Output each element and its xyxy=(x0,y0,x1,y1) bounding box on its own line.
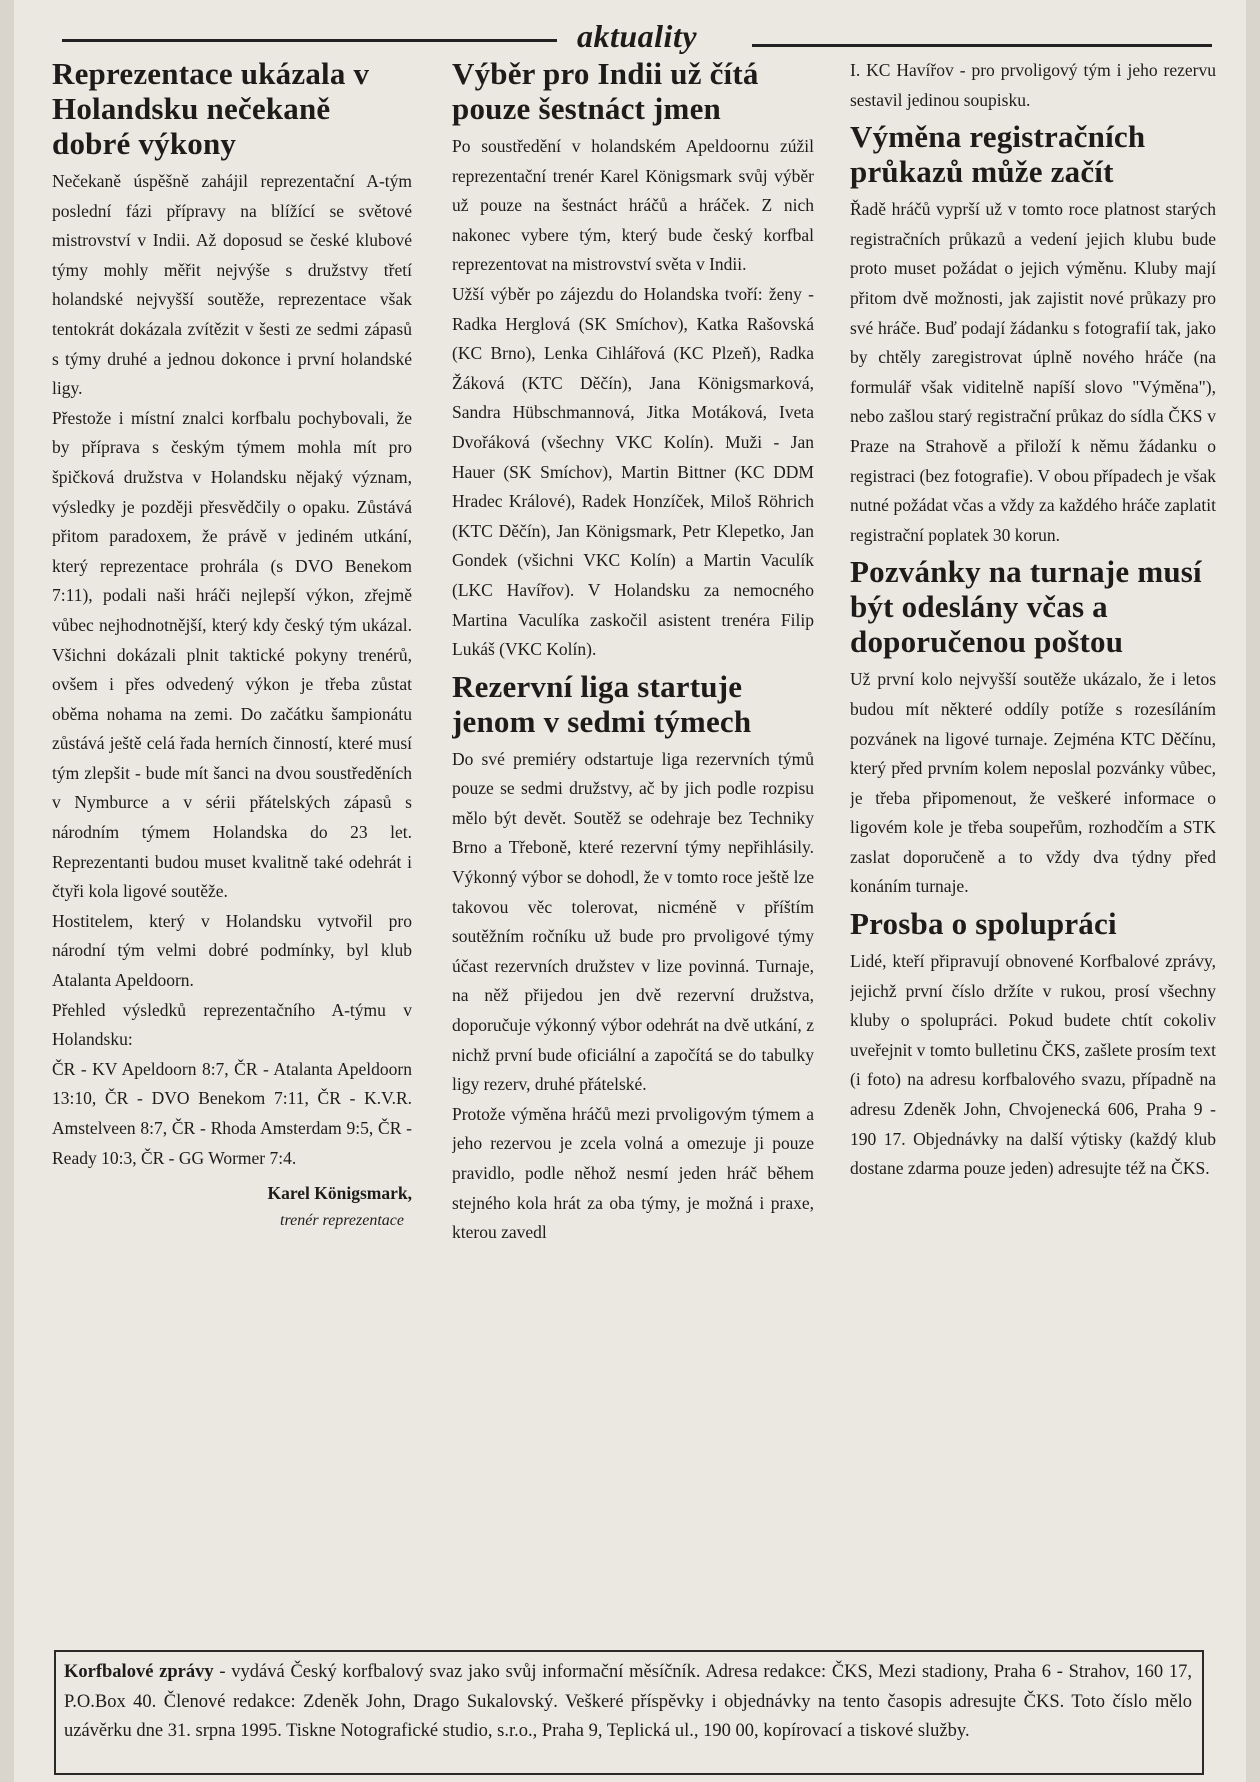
article-author: Karel Königsmark, xyxy=(267,1183,412,1204)
column-1 xyxy=(52,52,412,1642)
article-paragraph: Užší výběr po zájezdu do Holandska tvoří: ženy - Radka Herglová (SK Smíchov), Katka Rašovská (KC Brno), Lenka Cihlářová (KC Plzeň), Radka Žáková (KTC Děčín), Jana Königsmarková, Sandra Hübschmannová, Jitka Motáková, Iveta Dvořáková (všechny VKC Kolín). Muži - Jan Hauer (SK Smíchov), Martin Bittner (KC DDM Hradec Králové), Radek Honzíček, Miloš Röhrich (KTC Děčín), Jan Königsmark, Petr Klepetko, Jan Gondek (všichni VKC Kolín) a Martin Vaculík (LKC Havířov). V Holandsku za nemocného Martina Vaculíka zaskočil asistent trenéra Filip Lukáš (VKC Kolín). xyxy=(452,283,814,660)
article-prosba xyxy=(850,906,1216,1184)
article-headline: Pozvánky na turnaje musí být odeslány včas a doporučenou poštou xyxy=(850,554,1202,660)
header-rule-right xyxy=(752,44,1212,47)
article-paragraph: Protože výměna hráčů mezi prvoligovým týmem a jeho rezervou je zcela volná a omezuje ji pouze pravidlo, podle něhož nesmí jeden hráč během stejného kola hrát za oba týmy, je možná i praxe, kterou zavedl xyxy=(452,1103,814,1243)
results-heading: Přehled výsledků reprezentačního A-týmu v Holandsku: xyxy=(52,999,412,1050)
article-headline: Reprezentace ukázala v Holandsku nečekaně dobré výkony xyxy=(52,56,370,161)
article-pozvanky xyxy=(850,554,1216,902)
masthead-box xyxy=(54,1650,1204,1775)
results-scores: ČR - KV Apeldoorn 8:7, ČR - Atalanta Apeldoorn 13:10, ČR - DVO Benekom 7:11, ČR - K.V.R. Amstelveen 8:7, ČR - Rhoda Amsterdam 9:5, ČR - Ready 10:3, ČR - GG Wormer 7:4. xyxy=(52,1058,412,1168)
results-list xyxy=(52,996,412,1174)
article-headline: Výběr pro Indii už čítá pouze šestnáct jmen xyxy=(452,56,759,126)
article-reprezentace xyxy=(52,56,412,1234)
article-paragraph: Do své premiéry odstartuje liga rezervních týmů pouze se sedmi družstvy, ač by jich podle rozpisu mělo být devět. Soutěž se odehraje bez Techniky Brno a Třeboně, které rezervní týmy nepřihlásily. Výkonný výbor se dohodl, že v tomto roce ještě lze takovou věc tolerovat, nicméně v příštím soutěžním ročníku už bude pro prvoligové týmy účast rezervních družstev v lize povinná. Turnaje, na něž přijedou jen dvě rezervní družstva, doporučuje výkonný výbor odehrát na dvě utkání, z nichž první bude oficiální a započítá se do tabulky ligy rezerv, druhé přátelské. xyxy=(452,748,814,1095)
article-paragraph: Po soustředění v holandském Apeldoornu zúžil reprezentační trenér Karel Königsmark svůj výběr už pouze na šestnáct hráčů a hráček. Z nich nakonec vybere tým, který bude český korfbal reprezentovat na mistrovství světa v Indii. xyxy=(452,136,814,275)
article-author-role: trenér reprezentace xyxy=(280,1212,404,1230)
article-headline: Rezervní liga startuje jenom v sedmi týmech xyxy=(452,668,752,739)
article-rezervni-liga xyxy=(452,669,814,1248)
article-vyber-pro-indii xyxy=(452,56,814,665)
article-paragraph: Přestože i místní znalci korfbalu pochybovali, že by příprava s českým týmem mohla mít pro špičková družstva v Holandsku nějaký význam, výsledky je později přesvědčily o opaku. Zůstává přitom paradoxem, že právě v jediném utkání, který reprezentace prohrála (s DVO Benekom 7:11), podali naši hráči nejlepší výkon, zřejmě vůbec nejhodnotnější, který kdy český tým ukázal. Všichni dokázali plnit taktické pokyny trenérů, ovšem i přes odvedený výkon je třeba zůstat oběma nohama na zemi. Do začátku šampionátu zůstává ještě celá řada herních činností, které musí tým zlepšit - bude mít šanci na dvou soustředěních v Nymburce a v sérii přátelských zápasů s národním týmem Holandska do 23 let. Reprezentanti budou muset kvalitně také odehrát i čtyři kola ligové soutěže. xyxy=(52,407,412,902)
article-paragraph: Lidé, kteří připravují obnovené Korfbalové zprávy, jejichž první číslo držíte v rukou, prosí všechny kluby o spolupráci. Pokud budete chtít cokoliv uveřejnit v tomto bulletinu ČKS, zašlete prosím text (i foto) na adresu korfbalového svazu, případně na adresu Zdeněk John, Chvojenecká 606, Praha 9 - 190 17. Objednávky na další výtisky (každý klub dostane zdarma pouze jeden) adresujte též na ČKS. xyxy=(850,951,1216,1179)
article-paragraph: Už první kolo nejvyšší soutěže ukázalo, že i letos budou mít některé oddíly potíže s rozesíláním pozvánek na ligové turnaje. Zejména KTC Děčínu, který před prvním kolem neposlal pozvánky vůbec, je třeba připomenout, že veškeré informace o ligovém kole je třeba soupeřům, rozhodčím a STK zaslat doporučeně a to vždy dva týdny před konáním turnaje. xyxy=(850,669,1216,897)
column-2 xyxy=(452,52,814,1642)
article-paragraph: Řadě hráčů vyprší už v tomto roce platnost starých registračních průkazů a vedení jejich klubu bude proto muset požádat o jejich výměnu. Kluby mají přitom dvě možnosti, jak zajistit nové průkazy pro své hráče. Buď podají žádanku s fotografií tak, jako by chtěly zaregistrovat úplně nového hráče (na formulář však viditelně napíší slovo "Výměna"), nebo zašlou starý registrační průkaz do sídla ČKS v Praze na Strahově a přiloží k němu žádanku o registraci (bez fotografie). V obou případech je však nutné požádat včas a vždy za každého hráče zaplatit registrační poplatek 30 korun. xyxy=(850,199,1216,545)
section-label: aktuality xyxy=(576,18,698,54)
article-paragraph: Hostitelem, který v Holandsku vytvořil pro národní tým velmi dobré podmínky, byl klub Atalanta Apeldoorn. xyxy=(52,910,412,991)
article-headline: Prosba o spolupráci xyxy=(850,906,1117,942)
column-3 xyxy=(850,52,1216,1642)
article-vymena-prukazu xyxy=(850,119,1216,550)
article-headline: Výměna registračních průkazů může začít xyxy=(850,119,1146,190)
masthead-text: - vydává Český korfbalový svaz jako svůj informační měsíčník. Adresa redakce: ČKS, Mezi stadiony, Praha 6 - Strahov, 160 17, P.O.Box 40. Členové redakce: Zdeněk John, Drago Sukalovský. Veškeré příspěvky i objednávky na tento časopis adresujte ČKS. Toto číslo mělo uzávěrku dne 31. srpna 1995. Tiskne Notografické studio, s.r.o., Praha 9, Teplická ul., 190 00, kopírovací a tiskové služby. xyxy=(64,1662,1192,1741)
article-continuation: I. KC Havířov - pro prvoligový tým i jeho rezervu sestavil jedinou soupisku. xyxy=(850,60,1216,110)
newspaper-page xyxy=(14,0,1246,1782)
masthead-title: Korfbalové zprávy xyxy=(64,1662,214,1682)
article-paragraph: Nečekaně úspěšně zahájil reprezentační A-tým poslední fázi přípravy na blížící se světové mistrovství v Indii. Až doposud se české klubové týmy mohly měřit nejvýše s družstvy třetí holandské nejvyšší soutěže, reprezentace však tentokrát dokázala zvítězit v šesti ze sedmi zápasů s týmy druhé a jednou dokonce i první holandské ligy. xyxy=(52,171,412,399)
